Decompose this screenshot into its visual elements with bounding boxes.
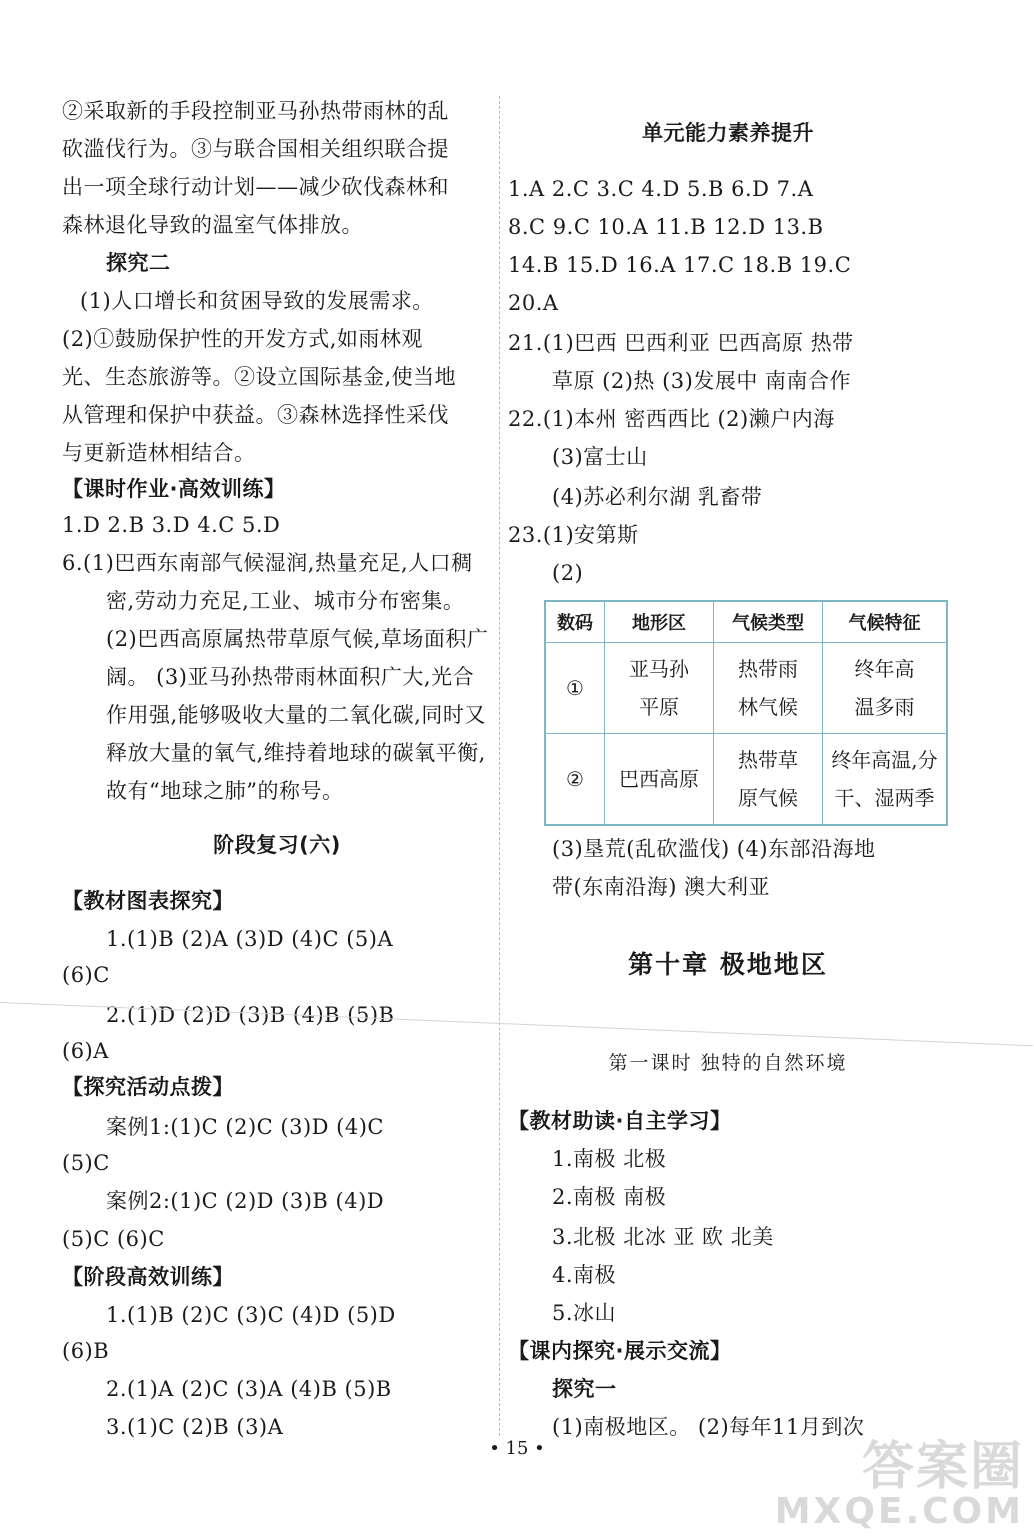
- text-line: 14.B 15.D 16.A 17.C 18.B 19.C: [508, 253, 852, 277]
- text-line: 1.(1)B (2)C (3)C (4)D (5)D: [106, 1303, 396, 1327]
- text-line: 2.(1)A (2)C (3)A (4)B (5)B: [106, 1377, 392, 1401]
- climate-table: [544, 600, 948, 826]
- text-line: 从管理和保护中获益。③森林选择性采伐: [62, 403, 449, 427]
- table-row: [545, 734, 947, 826]
- header-landform: 地形区: [605, 601, 714, 643]
- text-line: 【课内探究·展示交流】: [508, 1339, 732, 1363]
- text-line: 21.(1)巴西 巴西利亚 巴西高原 热带: [508, 331, 854, 355]
- table-row: [545, 643, 947, 734]
- text-line: 【教材图表探究】: [62, 889, 234, 913]
- text-line: 第十章 极地地区: [628, 950, 828, 979]
- text-line: ②采取新的手段控制亚马孙热带雨林的乱: [62, 99, 449, 123]
- table-cell: 热带草 原气候: [714, 734, 823, 826]
- watermark-text: 答案圈: [861, 1437, 1024, 1497]
- text-line: 1.南极 北极: [552, 1147, 667, 1171]
- text-line: (4)苏必利尔湖 乳畜带: [552, 485, 763, 509]
- text-line: (1)人口增长和贫困导致的发展需求。: [80, 289, 434, 313]
- table-cell: 亚马孙 平原: [605, 643, 714, 734]
- table-cell: 终年高温,分 干、湿两季: [823, 734, 948, 826]
- text-line: 作用强,能够吸收大量的二氧化碳,同时又: [106, 703, 486, 727]
- text-line: (6)A: [62, 1039, 109, 1063]
- header-code: 数码: [545, 601, 605, 643]
- text-line: 1.(1)B (2)A (3)D (4)C (5)A: [106, 927, 394, 951]
- text-line: 带(东南沿海) 澳大利亚: [552, 875, 771, 899]
- text-line: (2)巴西高原属热带草原气候,草场面积广: [106, 627, 489, 651]
- text-line: 【阶段高效训练】: [62, 1265, 234, 1289]
- text-line: (3)垦荒(乱砍滥伐) (4)东部沿海地: [552, 837, 876, 861]
- text-line: 阶段复习(六): [213, 833, 341, 857]
- table-cell: 终年高 温多雨: [823, 643, 948, 734]
- text-line: 6.(1)巴西东南部气候湿润,热量充足,人口稠: [62, 551, 473, 575]
- text-line: 草原 (2)热 (3)发展中 南南合作: [552, 369, 852, 393]
- watermark-url: MXQE.COM: [774, 1491, 1024, 1532]
- text-line: 【课时作业·高效训练】: [62, 477, 286, 501]
- text-line: 1.A 2.C 3.C 4.D 5.B 6.D 7.A: [508, 177, 814, 201]
- text-line: (2): [552, 561, 584, 585]
- page-number: • 15 •: [489, 1438, 545, 1459]
- text-line: (6)C: [62, 963, 110, 987]
- text-line: 23.(1)安第斯: [508, 523, 639, 547]
- text-line: 与更新造林相结合。: [62, 441, 256, 465]
- text-line: 案例2:(1)C (2)D (3)B (4)D: [106, 1189, 385, 1213]
- text-line: 探究一: [552, 1377, 617, 1401]
- text-line: 案例1:(1)C (2)C (3)D (4)C: [106, 1115, 384, 1139]
- text-line: 20.A: [508, 291, 559, 315]
- text-line: 密,劳动力充足,工业、城市分布密集。: [106, 589, 465, 613]
- table-cell: ②: [545, 734, 605, 826]
- text-line: 8.C 9.C 10.A 11.B 12.D 13.B: [508, 215, 824, 239]
- table-cell: 巴西高原: [605, 734, 714, 826]
- text-line: 阔。 (3)亚马孙热带雨林面积广大,光合: [106, 665, 475, 689]
- text-line: 22.(1)本州 密西西比 (2)濑户内海: [508, 407, 835, 431]
- text-line: 森林退化导致的温室气体排放。: [62, 213, 363, 237]
- text-line: (1)南极地区。 (2)每年11月到次: [552, 1415, 865, 1439]
- text-line: 砍滥伐行为。③与联合国相关组织联合提: [62, 137, 449, 161]
- text-line: (5)C (6)C: [62, 1227, 165, 1251]
- text-line: 探究二: [106, 251, 171, 275]
- table-header-row: [545, 601, 947, 643]
- text-line: 3.(1)C (2)B (3)A: [106, 1415, 284, 1439]
- text-line: (3)富士山: [552, 445, 648, 469]
- text-line: (6)B: [62, 1339, 110, 1363]
- text-line: 【教材助读·自主学习】: [508, 1109, 732, 1133]
- watermark: [774, 1437, 1024, 1532]
- text-line: 2.南极 南极: [552, 1185, 667, 1209]
- text-line: 出一项全球行动计划——减少砍伐森林和: [62, 175, 449, 199]
- text-line: 4.南极: [552, 1263, 617, 1287]
- text-line: 释放大量的氧气,维持着地球的碳氧平衡,: [106, 741, 486, 765]
- text-line: (5)C: [62, 1151, 110, 1175]
- text-line: 光、生态旅游等。②设立国际基金,使当地: [62, 365, 457, 389]
- text-line: 1.D 2.B 3.D 4.C 5.D: [62, 513, 281, 537]
- table-cell: 热带雨 林气候: [714, 643, 823, 734]
- text-line: 2.(1)D (2)D (3)B (4)B (5)B: [106, 1003, 395, 1027]
- text-line: (2)①鼓励保护性的开发方式,如雨林观: [62, 327, 423, 351]
- text-line: 故有“地球之肺”的称号。: [106, 779, 344, 803]
- text-line: 3.北极 北冰 亚 欧 北美: [552, 1225, 774, 1249]
- text-line: 单元能力素养提升: [642, 121, 814, 145]
- header-climate-feature: 气候特征: [823, 601, 948, 643]
- column-divider: [499, 96, 500, 1436]
- header-climate-type: 气候类型: [714, 601, 823, 643]
- table-cell: ①: [545, 643, 605, 734]
- text-line: 第一课时 独特的自然环境: [608, 1052, 848, 1074]
- text-line: 5.冰山: [552, 1301, 617, 1325]
- text-line: 【探究活动点拨】: [62, 1075, 234, 1099]
